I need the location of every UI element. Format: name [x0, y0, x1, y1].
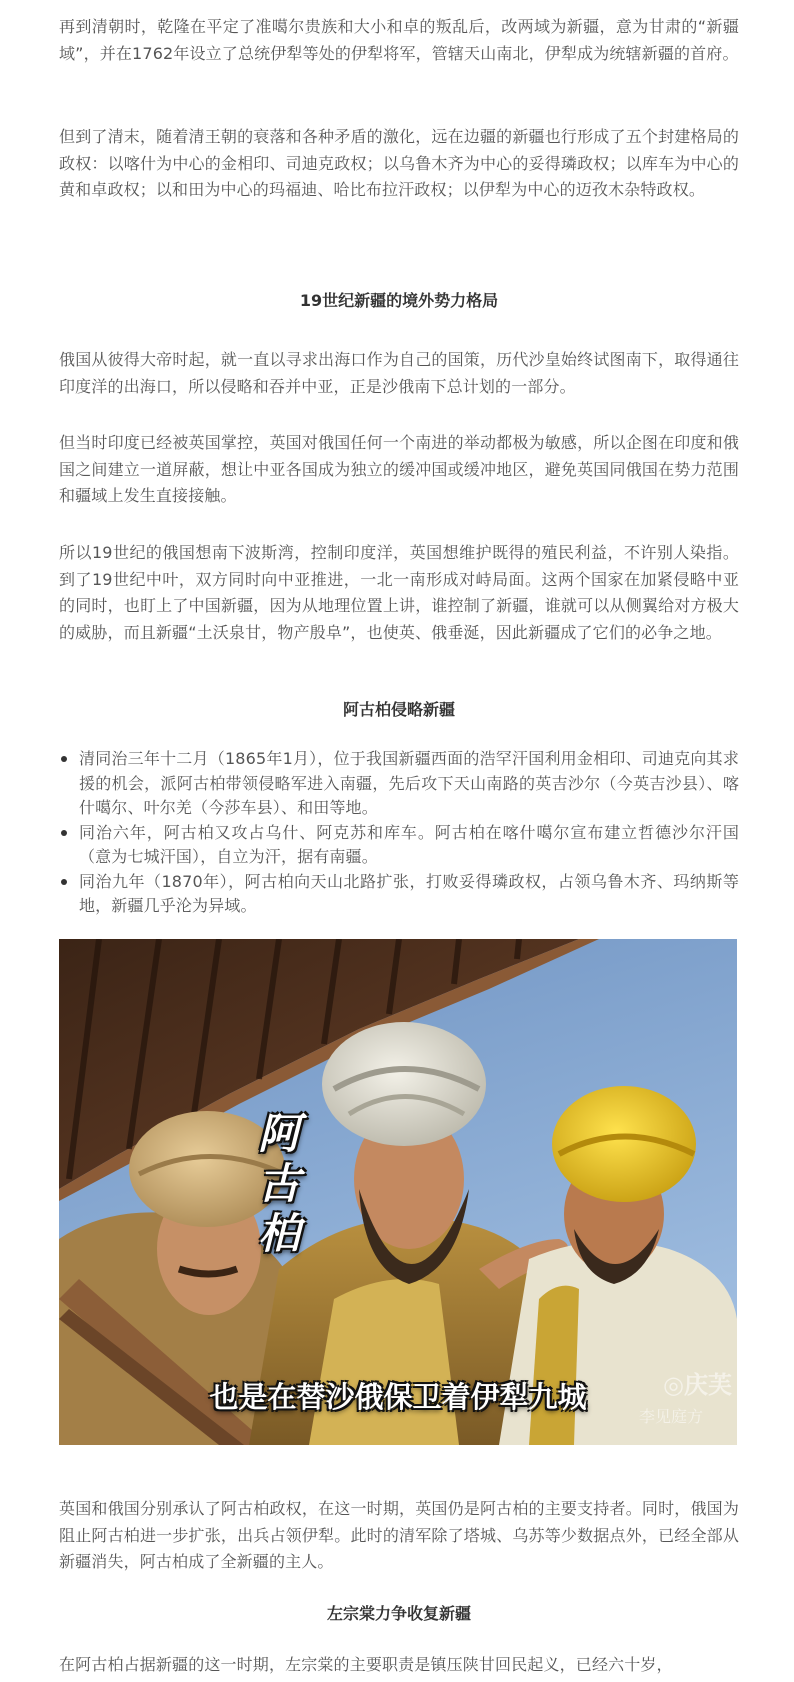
bullet-dot-icon — [61, 830, 67, 836]
paragraph-zuo-duties: 在阿古柏占据新疆的这一时期，左宗棠的主要职责是镇压陕甘回民起义，已经六十岁， — [59, 1655, 673, 1674]
list-item — [59, 821, 739, 870]
video-subtitle: 也是在替沙俄保卫着伊犁九城 — [209, 1380, 587, 1414]
list-item — [59, 870, 739, 919]
list-item-text: 清同治三年十二月（1865年1月），位于我国新疆西面的浩罕汗国利用金相印、司迪克向其求援的机会，派阿古柏带领侵略军进入南疆，先后攻下天山南路的英吉沙尔（今英吉沙县）、喀什噶尔、叶尔羌（今莎车县）、和田等地。 — [79, 749, 739, 817]
heading-foreign-powers: 19世纪新疆的境外势力格局 — [299, 291, 499, 310]
watermark-text: 李见庭方 — [639, 1407, 704, 1426]
paragraph-late-qing-regimes: 但到了清末，随着清王朝的衰落和各种矛盾的激化，远在边疆的新疆也行形成了五个封建格局的政权：以喀什为中心的金相印、司迪克政权；以乌鲁木齐为中心的妥得璘政权；以库车为中心的黄和卓政权；以和田为中心的玛福迪、哈比布拉汗政权；以伊犁为中心的迈孜木杂特政权。 — [59, 127, 739, 199]
paragraph-recognition: 英国和俄国分别承认了阿古柏政权，在这一时期，英国仍是阿古柏的主要支持者。同时，俄国为阻止阿古柏进一步扩张，出兵占领伊犁。此时的清军除了塔城、乌苏等少数据点外，已经全部从新疆消失，阿古柏成了全新疆的主人。 — [59, 1499, 739, 1571]
timeline-list — [59, 747, 739, 919]
scene-illustration — [59, 939, 737, 1445]
bullet-dot-icon — [61, 756, 67, 762]
heading-zuo-zongtang: 左宗棠力争收复新疆 — [326, 1604, 471, 1623]
paragraph-qing-xinjiang: 再到清朝时，乾隆在平定了准噶尔贵族和大小和卓的叛乱后，改两域为新疆，意为甘肃的“新疆域”，并在1762年设立了总统伊犁等处的伊犁将军，管辖天山南北，伊犁成为统辖新疆的首府。 — [59, 17, 739, 63]
tv-drama-still — [59, 939, 737, 1445]
heading-yakub-invasion: 阿古柏侵略新疆 — [342, 700, 455, 719]
paragraph-rivalry: 所以19世纪的俄国想南下波斯湾，控制印度洋，英国想维护既得的殖民利益，不许别人染指。到了19世纪中叶，双方同时向中亚推进，一北一南形成对峙局面。这两个国家在加紧侵略中亚的同时，也盯上了中国新疆，因为从地理位置上讲，谁控制了新疆，谁就可以从侧翼给对方极大的威胁，而且新疆“土沃泉甘，物产殷阜”，也使英、俄垂涎，因此新疆成了它们的必争之地。 — [59, 543, 739, 642]
character-name-caption: 阿古柏 — [257, 1109, 300, 1258]
watermark-logo: ◎庆芙 — [663, 1371, 732, 1399]
list-item-text: 同治九年（1870年），阿古柏向天山北路扩张，打败妥得璘政权，占领乌鲁木齐、玛纳斯等地，新疆几乎沦为异域。 — [79, 871, 739, 915]
paragraph-britain-buffer: 但当时印度已经被英国掌控，英国对俄国任何一个南进的举动都极为敏感，所以企图在印度和俄国之间建立一道屏蔽，想让中亚各国成为独立的缓冲国或缓冲地区，避免英国同俄国在势力范围和疆域上发生直接接触。 — [59, 433, 739, 505]
list-item — [59, 747, 739, 821]
paragraph-russia-policy: 俄国从彼得大帝时起，就一直以寻求出海口作为自己的国策，历代沙皇始终试图南下，取得通往印度洋的出海口，所以侵略和吞并中亚，正是沙俄南下总计划的一部分。 — [59, 350, 739, 396]
bullet-dot-icon — [61, 879, 67, 885]
list-item-text: 同治六年，阿古柏又攻占乌什、阿克苏和库车。阿古柏在喀什噶尔宣布建立哲德沙尔汗国（意为七城汗国），自立为汗，据有南疆。 — [79, 822, 739, 866]
